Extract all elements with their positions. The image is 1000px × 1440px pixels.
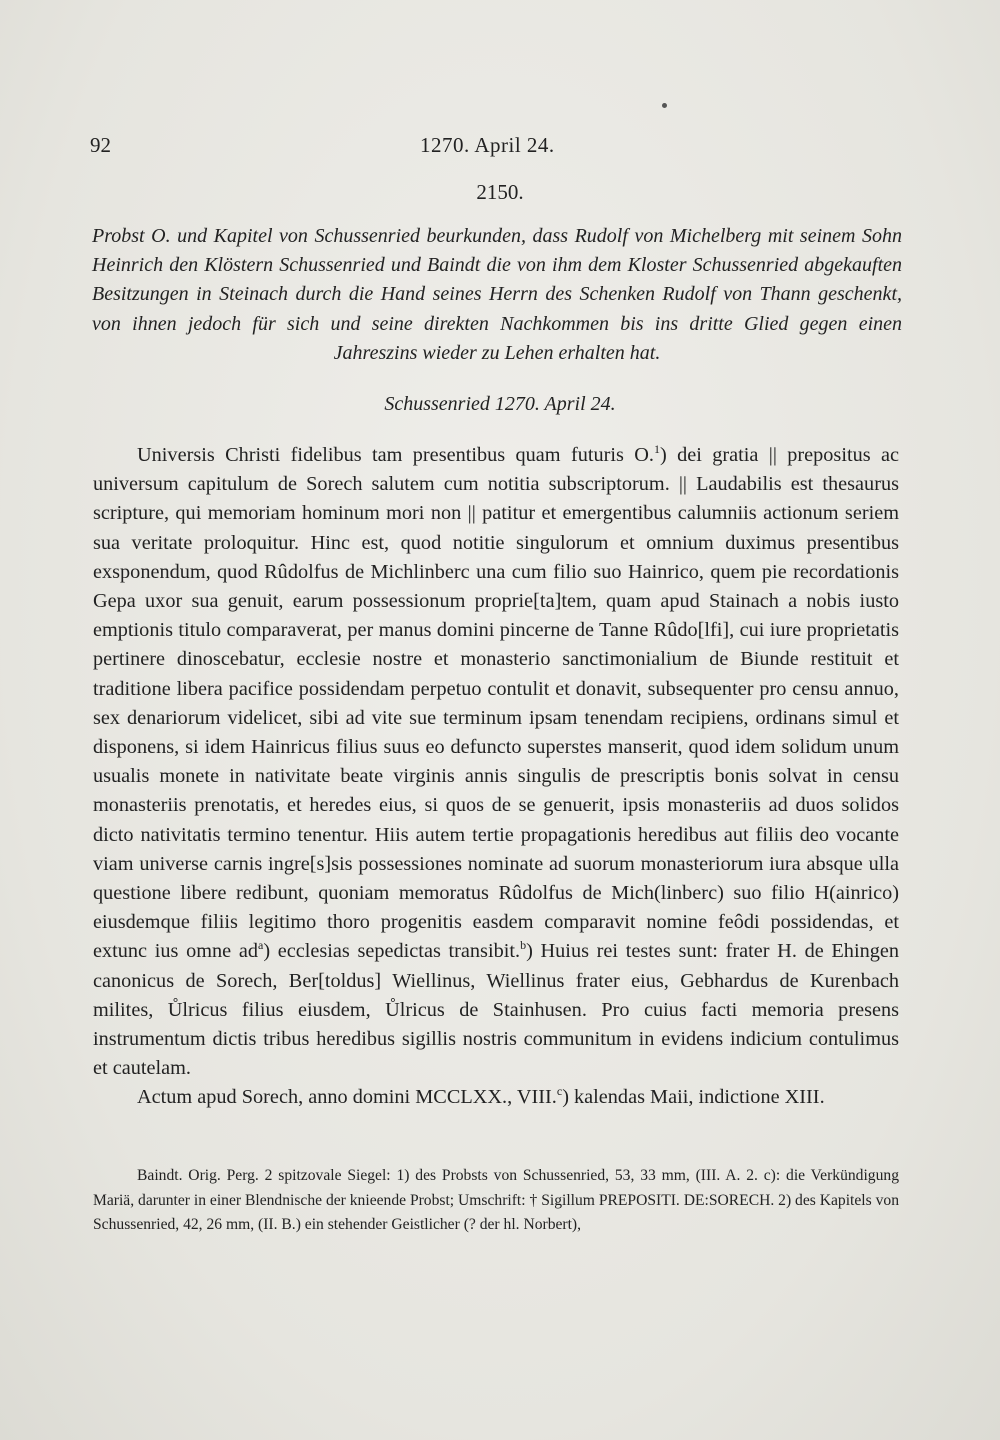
text-segment: Universis Christi fidelibus tam presentibus quam futuris O. (137, 444, 654, 466)
dating-clause (93, 1083, 899, 1112)
place-date: Schussenried 1270. April 24. (384, 393, 616, 415)
charter-paragraph (93, 441, 899, 1083)
charter-text (93, 441, 899, 1113)
text-segment: ) Huius rei testes sunt: frater H. de Ehingen canonicus de Sorech, Ber[toldus] Wiellinus, Wiellinus frater eius, Gebhardus de Kurenbach milites, Ůlricus filius eiusdem, Ůlricus de Stainhusen. Pro cuius facti memoria presens instrumentum dictis tribus heredibus sigillis nostris communitum in evidens indicium contulimus et cautelam. (93, 940, 899, 1080)
footnote-marker: 1 (653, 442, 660, 457)
document-summary: Probst O. und Kapitel von Schussenried beurkunden, dass Rudolf von Michelberg mit seinem Sohn Heinrich den Klöstern Schussenried und Baindt die von ihm dem Kloster Schussenried abgekauften Besitzungen in Steinach durch die Hand seines Herrn des Schenken Rudolf von Thann geschenkt, von ihnen jedoch für sich und seine direkten Nachkommen bis ins dritte Glied gegen einen Jahreszins wieder zu Lehen erhalten hat. (92, 225, 902, 364)
text-segment: ) ecclesias sepedictas transibit. (263, 940, 521, 963)
source-note: Baindt. Orig. Perg. 2 spitzovale Siegel: 1) des Probsts von Schussenried, 53, 33 mm, (III. A. 2. c): die Verkündigung Mariä, darunter in einer Blendnische der knieende Probst; Umschrift: † Sigillum PREPOSITI. DE:SORECH. 2) des Kapitels von Schussenried, 42, 26 mm, (II. B.) ein stehender Geistlicher (? der hl. Norbert), (93, 1167, 899, 1233)
header-date: 1270. April 24. (420, 133, 555, 157)
ink-speck (662, 103, 667, 108)
page-number: 92 (90, 133, 111, 157)
text-segment: ) kalendas Maii, indictione XIII. (562, 1086, 825, 1109)
document-number: 2150. (476, 180, 524, 204)
text-segment: Actum apud Sorech, anno domini MCCLXX., VIII. (137, 1086, 557, 1109)
text-segment: ) dei gratia || prepositus ac universum capitulum de Sorech salutem cum notitia subscriptorum. || Laudabilis est thesaurus scripture, qui memoriam hominum mori non || patitur et emergentibus calumniis actionum seriem sua veritate proloquitur. Hinc est, quod notitie singulorum et omnium duximus presentibus exsponendum, quod Rûdolfus de Michlinberc una cum filio suo Hainrico, quem pie recordationis Gepa uxor sua genuit, earum possessionum proprie[ta]tem, quam apud Stainach a nobis iusto emptionis titulo comparaverat, per manus domini pincerne de Tanne Rûdo[lfi], cui iure proprietatis pertinere dinoscebatur, ecclesie nostre et monasterio sanctimonialium de Biunde restituit et traditione libera pacifice possidendam perpetuo contulit et donavit, subsequenter pro censu annuo, sex denariorum videlicet, sibi ad vite sue terminum ipsam tenendam recipiens, ordinans simul et disponens, si idem Hainricus filius suus eo defuncto superstes manserit, quod idem solidum unum usualis monete in nativitate beate virginis annis singulis de prescriptis bonis solvat in censu monasteriis prenotatis, et heredes eius, si quos de se genuerit, ipsis monasteriis ad duos solidos dicto nativitatis termino tenentur. Hiis autem tertie propagationis heredibus aut filiis deo vocante viam universe carnis ingre[s]sis possessiones nominate ad suorum monasteriorum iura absque ulla questione libere redibunt, quoniam memoratus Rûdolfus de Mich(linberc) suo filio H(ainrico) eiusdemque filiis legitimo thoro progenitis easdem comparavit nomine feôdi possidendas, et extunc ius omne ad (93, 444, 899, 963)
running-header (90, 133, 900, 159)
footnote-marker: b (520, 938, 527, 953)
footnote-marker: c (556, 1084, 563, 1099)
footnote-marker: a (257, 938, 264, 953)
